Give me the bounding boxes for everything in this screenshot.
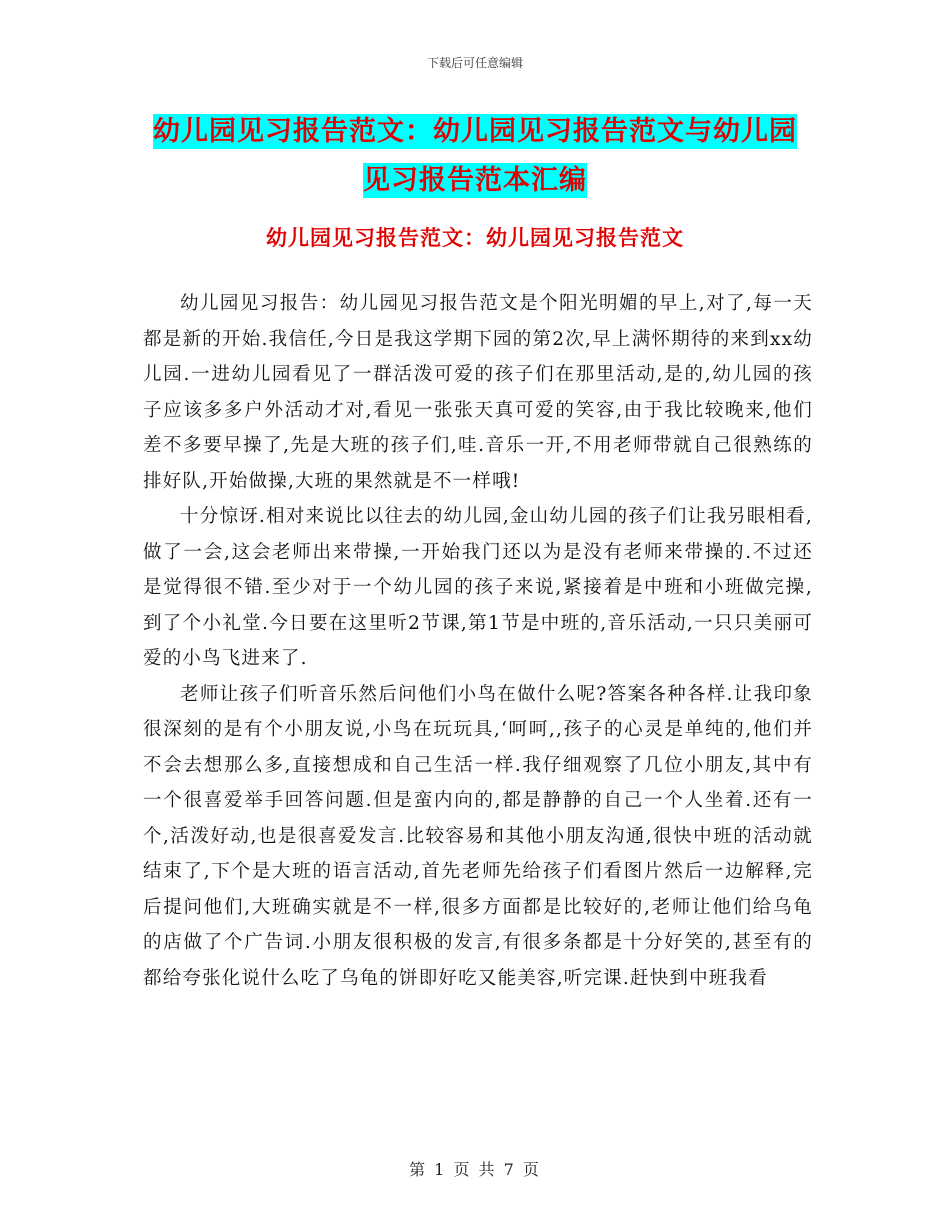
document-title-text: 幼儿园见习报告范文：幼儿园见习报告范文与幼儿园见习报告范本汇编 <box>153 116 797 196</box>
paragraph: 幼儿园见习报告：幼儿园见习报告范文是个阳光明媚的早上,对了,每一天都是新的开始.我信任,今日是我这学期下园的第2次,早上满怀期待的来到xx幼儿园.一进幼儿园看见了一群活泼可爱的孩子们在那里活动,是的,幼儿园的孩子应该多多户外活动才对,看见一张张天真可爱的笑容,由于我比较晚来,他们差不多要早操了,先是大班的孩子们,哇.音乐一开,不用老师带就自己很熟练的排好队,开始做操,大班的果然就是不一样哦! <box>143 293 813 492</box>
page-number: 第 1 页 共 7 页 <box>409 1160 541 1179</box>
body-text <box>143 286 813 996</box>
section-heading: 幼儿园见习报告范文：幼儿园见习报告范文 <box>266 225 684 250</box>
header-note: 下载后可任意编辑 <box>426 56 523 70</box>
document-title <box>150 107 800 205</box>
paragraph: 十分惊讶.相对来说比以往去的幼儿园,金山幼儿园的孩子们让我另眼相看,做了一会,这会老师出来带操,一开始我门还以为是没有老师来带操的.不过还是觉得很不错.至少对于一个幼儿园的孩子来说,紧接着是中班和小班做完操,到了个小礼堂.今日要在这里听2节课,第1节是中班的,音乐活动,一只只美丽可爱的小鸟飞进来了. <box>143 506 813 669</box>
paragraph: 老师让孩子们听音乐然后问他们小鸟在做什么呢?答案各种各样.让我印象很深刻的是有个小朋友说,小鸟在玩玩具,‘呵呵,,孩子的心灵是单纯的,他们并不会去想那么多,直接想成和自己生活一样.我仔细观察了几位小朋友,其中有一个很喜爱举手回答问题.但是蛮内向的,都是静静的自己一个人坐着.还有一个,活泼好动,也是很喜爱发言.比较容易和其他小朋友沟通,很快中班的活动就结束了,下个是大班的语言活动,首先老师先给孩子们看图片然后一边解释,完后提问他们,大班确实就是不一样,很多方面都是比较好的,老师让他们给乌龟的店做了个广告词.小朋友很积极的发言,有很多条都是十分好笑的,甚至有的都给夸张化说什么吃了乌龟的饼即好吃又能美容,听完课.赶快到中班我看 <box>143 683 813 989</box>
